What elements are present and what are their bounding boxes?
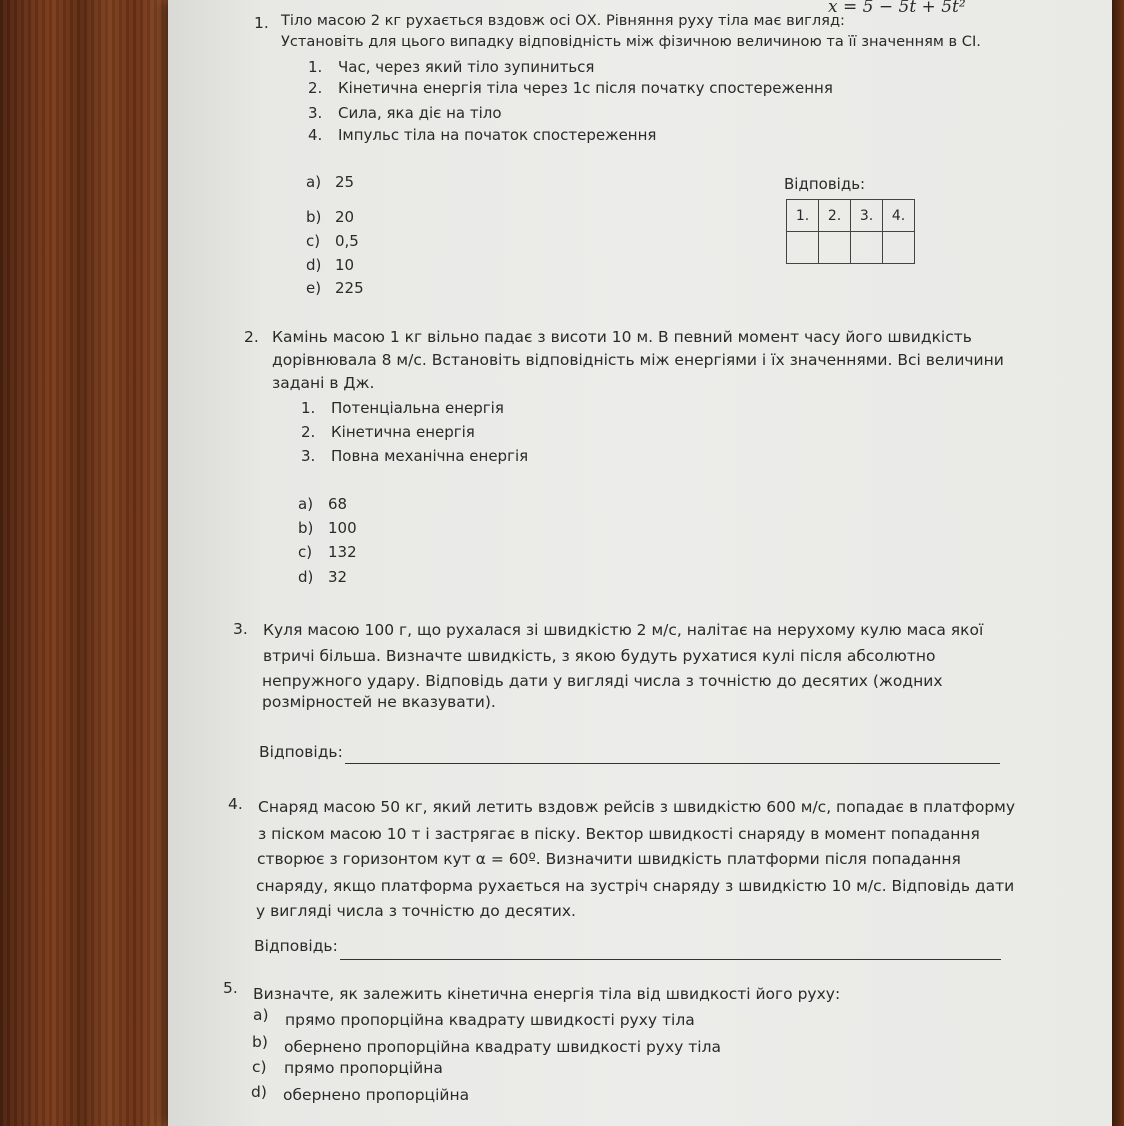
option-value: 68 (328, 495, 348, 513)
question-text: втричі більша. Визначте швидкість, з якою будуть рухатися кулі після абсолютно (263, 647, 936, 665)
worksheet-paper (168, 0, 1112, 1126)
option-letter: d) (251, 1083, 267, 1101)
question-text: Установіть для цього випадку відповідність між фізичною величиною та її значенням в СІ. (281, 33, 981, 50)
option-value: 0,5 (335, 232, 359, 250)
question-text: Снаряд масою 50 кг, який летить вздовж рейсів з швидкістю 600 м/с, попадає в платформу (258, 798, 1016, 816)
question-text: у вигляді числа з точністю до десятих. (256, 902, 576, 920)
option-letter: a) (306, 173, 322, 191)
answer-label: Відповідь: (784, 175, 866, 193)
answer-label: Відповідь: (259, 743, 343, 761)
item-number: 1. (301, 399, 316, 417)
answer-grid-header: 2. (819, 200, 851, 232)
option-text: обернено пропорційна (283, 1086, 470, 1104)
item-number: 3. (301, 447, 316, 465)
answer-grid-header: 3. (851, 200, 883, 232)
answer-line[interactable] (340, 959, 1001, 960)
question-number: 4. (228, 795, 243, 813)
item-text: Потенціальна енергія (331, 399, 504, 417)
option-value: 25 (335, 173, 355, 191)
option-letter: d) (306, 256, 322, 274)
option-letter: e) (306, 279, 322, 297)
option-value: 225 (335, 279, 364, 297)
option-text: прямо пропорційна (284, 1059, 443, 1077)
option-letter: c) (298, 543, 313, 561)
answer-grid-cell[interactable] (819, 232, 851, 264)
answer-grid-cell[interactable] (851, 232, 883, 264)
answer-grid-cell[interactable] (883, 232, 915, 264)
option-letter: b) (298, 519, 314, 537)
item-number: 3. (308, 104, 323, 122)
answer-grid-header: 4. (883, 200, 915, 232)
option-value: 132 (328, 543, 357, 561)
option-value: 10 (335, 256, 355, 274)
item-number: 2. (301, 423, 316, 441)
item-text: Час, через який тіло зупиниться (338, 58, 595, 76)
motion-equation: x = 5 − 5t + 5t² (828, 0, 966, 17)
option-letter: a) (253, 1006, 269, 1024)
option-letter: c) (306, 232, 321, 250)
answer-grid-cell[interactable] (787, 232, 819, 264)
question-text: створює з горизонтом кут α = 60º. Визначити швидкість платформи після попадання (257, 850, 961, 868)
option-text: обернено пропорційна квадрату швидкості руху тіла (284, 1038, 721, 1056)
answer-grid-header: 1. (787, 200, 819, 232)
item-text: Повна механічна енергія (331, 447, 529, 465)
question-text: снаряду, якщо платформа рухається на зустріч снаряду з швидкістю 10 м/с. Відповідь дати (256, 877, 1015, 895)
wooden-table-background (0, 0, 180, 1126)
option-value: 100 (328, 519, 357, 537)
option-text: прямо пропорційна квадрату швидкості руху тіла (285, 1011, 695, 1029)
item-number: 2. (308, 79, 323, 97)
option-letter: b) (252, 1033, 268, 1051)
question-text: Визначте, як залежить кінетична енергія тіла від швидкості його руху: (253, 985, 841, 1003)
item-text: Сила, яка діє на тіло (338, 104, 502, 122)
question-number: 3. (233, 620, 248, 638)
question-number: 1. (254, 14, 269, 32)
item-number: 4. (308, 126, 323, 144)
question-text: з піском масою 10 т і застрягає в піску. Вектор швидкості снаряду в момент попадання (258, 825, 980, 843)
wooden-table-edge (1110, 0, 1124, 1126)
question-number: 5. (223, 979, 238, 997)
option-value: 32 (328, 568, 348, 586)
item-number: 1. (308, 58, 323, 76)
answer-grid (786, 199, 915, 264)
item-text: Кінетична енергія (331, 423, 475, 441)
answer-label: Відповідь: (254, 937, 338, 955)
question-text: задані в Дж. (272, 374, 375, 392)
option-letter: c) (252, 1058, 267, 1076)
option-letter: b) (306, 208, 322, 226)
option-value: 20 (335, 208, 355, 226)
question-number: 2. (244, 328, 259, 346)
answer-line[interactable] (345, 763, 1000, 764)
question-text: Камінь масою 1 кг вільно падає з висоти 10 м. В певний момент часу його швидкість (272, 328, 972, 346)
item-text: Імпульс тіла на початок спостереження (338, 126, 657, 144)
item-text: Кінетична енергія тіла через 1с після початку спостереження (338, 79, 833, 97)
option-letter: d) (298, 568, 314, 586)
question-text: непружного удару. Відповідь дати у вигляді числа з точністю до десятих (жодних (262, 672, 943, 690)
option-letter: a) (298, 495, 314, 513)
question-text: розмірностей не вказувати). (262, 693, 496, 711)
question-text: Тіло масою 2 кг рухається вздовж осі ОХ. Рівняння руху тіла має вигляд: (281, 12, 845, 29)
question-text: Куля масою 100 г, що рухалася зі швидкістю 2 м/с, налітає на нерухому кулю маса якої (263, 621, 984, 639)
question-text: дорівнювала 8 м/с. Встановіть відповідність між енергіями і їх значеннями. Всі величини (272, 351, 1004, 369)
